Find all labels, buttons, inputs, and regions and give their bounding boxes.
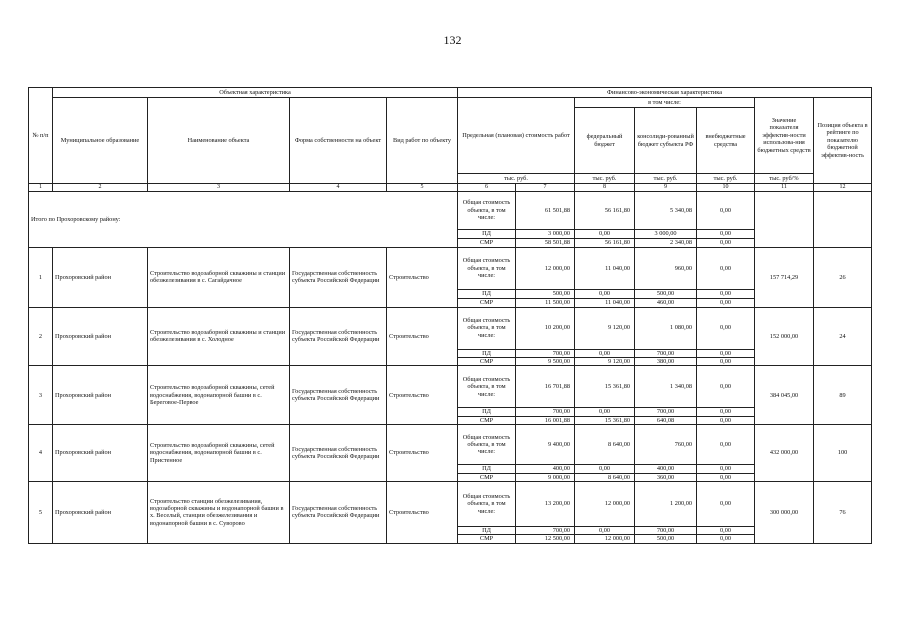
cost-pd-value: 700,00 bbox=[516, 349, 575, 357]
consolidated-pd-value: 400,00 bbox=[635, 465, 697, 473]
cost-pd-value: 700,00 bbox=[516, 527, 575, 535]
cost-total-value: 12 000,00 bbox=[516, 248, 575, 290]
smr-label: СМР bbox=[458, 416, 516, 424]
federal-total-value: 12 000,00 bbox=[575, 482, 635, 527]
smr-label: СМР bbox=[458, 473, 516, 481]
federal-total-value: 8 640,00 bbox=[575, 425, 635, 465]
work-type-cell: Строительство bbox=[387, 366, 458, 425]
header-indicator: Значение показателя эффектив-ности использова-ния бюджетных средств bbox=[755, 98, 814, 174]
cost-total-value: 9 400,00 bbox=[516, 425, 575, 465]
total-smr-value: 58 501,88 bbox=[516, 239, 575, 248]
total-smr-value: 2 340,08 bbox=[635, 239, 697, 248]
column-number: 8 bbox=[575, 184, 635, 192]
rank-cell: 100 bbox=[814, 425, 872, 482]
unit-federal: тыс. руб. bbox=[575, 174, 635, 184]
pd-label: ПД bbox=[458, 465, 516, 473]
extrabudget-pd-value: 0,00 bbox=[697, 527, 755, 535]
unit-cost: тыс. руб. bbox=[458, 174, 575, 184]
object-name-cell: Строительство водозаборной скважины и станции обезжелезивания в с. Холодное bbox=[148, 307, 290, 366]
extrabudget-pd-value: 0,00 bbox=[697, 408, 755, 416]
federal-smr-value: 9 120,00 bbox=[575, 357, 635, 365]
federal-pd-value: 0,00 bbox=[575, 465, 635, 473]
column-number: 1 bbox=[29, 184, 53, 192]
header-finance-group: Финансово-экономическая характеристика bbox=[458, 88, 872, 98]
total-value: 56 161,80 bbox=[575, 192, 635, 230]
rank-cell: 76 bbox=[814, 482, 872, 544]
extrabudget-smr-value: 0,00 bbox=[697, 299, 755, 307]
extrabudget-total-value: 0,00 bbox=[697, 366, 755, 408]
extrabudget-pd-value: 0,00 bbox=[697, 465, 755, 473]
extrabudget-smr-value: 0,00 bbox=[697, 535, 755, 543]
federal-total-value: 9 120,00 bbox=[575, 307, 635, 349]
object-row bbox=[29, 307, 872, 349]
pd-label: ПД bbox=[458, 349, 516, 357]
row-number: 3 bbox=[29, 366, 53, 425]
federal-pd-value: 0,00 bbox=[575, 408, 635, 416]
header-extrabudget: внебюджетные средства bbox=[697, 108, 755, 174]
indicator-cell: 300 000,00 bbox=[755, 482, 814, 544]
extrabudget-smr-value: 0,00 bbox=[697, 357, 755, 365]
column-number: 2 bbox=[53, 184, 148, 192]
total-rank-cell bbox=[814, 192, 872, 248]
total-value: 61 501,88 bbox=[516, 192, 575, 230]
total-cost-label: Общая стоимость объекта, в том числе: bbox=[458, 192, 516, 230]
total-cost-label: Общая стоимость объекта, в том числе: bbox=[458, 425, 516, 465]
federal-pd-value: 0,00 bbox=[575, 349, 635, 357]
municipality-cell: Прохоровский район bbox=[53, 425, 148, 482]
object-row bbox=[29, 366, 872, 408]
cost-smr-value: 11 500,00 bbox=[516, 299, 575, 307]
work-type-cell: Строительство bbox=[387, 425, 458, 482]
federal-pd-value: 0,00 bbox=[575, 527, 635, 535]
cost-total-value: 10 200,00 bbox=[516, 307, 575, 349]
cost-smr-value: 12 500,00 bbox=[516, 535, 575, 543]
header-num: № п/п bbox=[29, 88, 53, 184]
cost-pd-value: 400,00 bbox=[516, 465, 575, 473]
column-number: 12 bbox=[814, 184, 872, 192]
extrabudget-total-value: 0,00 bbox=[697, 248, 755, 290]
cost-pd-value: 500,00 bbox=[516, 290, 575, 299]
federal-smr-value: 15 361,80 bbox=[575, 416, 635, 424]
total-pd-value: 3 000,00 bbox=[516, 230, 575, 239]
unit-indicator: тыс. руб/% bbox=[755, 174, 814, 184]
consolidated-total-value: 760,00 bbox=[635, 425, 697, 465]
ownership-cell: Государственная собственность субъекта Российской Федерации bbox=[290, 307, 387, 366]
municipality-cell: Прохоровский район bbox=[53, 366, 148, 425]
total-smr-value: 0,00 bbox=[697, 239, 755, 248]
column-number: 7 bbox=[516, 184, 575, 192]
column-number: 4 bbox=[290, 184, 387, 192]
smr-label: СМР bbox=[458, 357, 516, 365]
pd-label: ПД bbox=[458, 230, 516, 239]
row-number: 2 bbox=[29, 307, 53, 366]
header-work-type: Вид работ по объекту bbox=[387, 98, 458, 184]
column-number: 9 bbox=[635, 184, 697, 192]
column-number: 3 bbox=[148, 184, 290, 192]
federal-smr-value: 11 040,00 bbox=[575, 299, 635, 307]
object-name-cell: Строительство водозаборной скважины и станции обезжелезивания в с. Сагайдачное bbox=[148, 248, 290, 307]
smr-label: СМР bbox=[458, 535, 516, 543]
indicator-cell: 157 714,29 bbox=[755, 248, 814, 307]
total-pd-value: 3 000,00 bbox=[635, 230, 697, 239]
unit-consolidated: тыс. руб. bbox=[635, 174, 697, 184]
object-name-cell: Строительство водозаборной скважины, сетей водоснабжения, водонапорной башни в с. Береговое-Первое bbox=[148, 366, 290, 425]
column-number: 10 bbox=[697, 184, 755, 192]
object-name-cell: Строительство станции обезжелезивания, водозаборной скважины и водонапорной башни в х. Веселый, станции обезжелезивания и водонапорной башни в с. Суворово bbox=[148, 482, 290, 544]
total-pd-value: 0,00 bbox=[697, 230, 755, 239]
row-number: 5 bbox=[29, 482, 53, 544]
pd-label: ПД bbox=[458, 408, 516, 416]
object-row bbox=[29, 425, 872, 465]
consolidated-pd-value: 500,00 bbox=[635, 290, 697, 299]
total-smr-value: 56 161,80 bbox=[575, 239, 635, 248]
ownership-cell: Государственная собственность субъекта Российской Федерации bbox=[290, 425, 387, 482]
extrabudget-pd-value: 0,00 bbox=[697, 290, 755, 299]
consolidated-smr-value: 460,00 bbox=[635, 299, 697, 307]
ownership-cell: Государственная собственность субъекта Российской Федерации bbox=[290, 366, 387, 425]
federal-pd-value: 0,00 bbox=[575, 290, 635, 299]
cost-smr-value: 16 001,88 bbox=[516, 416, 575, 424]
consolidated-pd-value: 700,00 bbox=[635, 349, 697, 357]
header-consolidated: консолиди-рованный бюджет субъекта РФ bbox=[635, 108, 697, 174]
indicator-cell: 384 045,00 bbox=[755, 366, 814, 425]
total-label: Итого по Прохоровскому району: bbox=[29, 192, 458, 248]
column-number: 11 bbox=[755, 184, 814, 192]
consolidated-smr-value: 360,00 bbox=[635, 473, 697, 481]
ownership-cell: Государственная собственность субъекта Российской Федерации bbox=[290, 482, 387, 544]
consolidated-pd-value: 700,00 bbox=[635, 408, 697, 416]
total-cost-label: Общая стоимость объекта, в том числе: bbox=[458, 248, 516, 290]
extrabudget-smr-value: 0,00 bbox=[697, 416, 755, 424]
header-cost: Предельная (плановая) стоимость работ bbox=[458, 98, 575, 174]
extrabudget-smr-value: 0,00 bbox=[697, 473, 755, 481]
extrabudget-total-value: 0,00 bbox=[697, 425, 755, 465]
total-value: 5 340,08 bbox=[635, 192, 697, 230]
indicator-cell: 432 000,00 bbox=[755, 425, 814, 482]
federal-smr-value: 12 000,00 bbox=[575, 535, 635, 543]
extrabudget-pd-value: 0,00 bbox=[697, 349, 755, 357]
unit-extrabudget: тыс. руб. bbox=[697, 174, 755, 184]
smr-label: СМР bbox=[458, 239, 516, 248]
header-ownership: Форма собственности на объект bbox=[290, 98, 387, 184]
consolidated-smr-value: 500,00 bbox=[635, 535, 697, 543]
smr-label: СМР bbox=[458, 299, 516, 307]
consolidated-smr-value: 380,00 bbox=[635, 357, 697, 365]
total-cost-label: Общая стоимость объекта, в том числе: bbox=[458, 307, 516, 349]
total-indicator-cell bbox=[755, 192, 814, 248]
row-number: 4 bbox=[29, 425, 53, 482]
cost-smr-value: 9 000,00 bbox=[516, 473, 575, 481]
total-cost-label: Общая стоимость объекта, в том числе: bbox=[458, 366, 516, 408]
total-pd-value: 0,00 bbox=[575, 230, 635, 239]
federal-smr-value: 8 640,00 bbox=[575, 473, 635, 481]
header-including: в том числе: bbox=[575, 98, 755, 108]
cost-total-value: 13 200,00 bbox=[516, 482, 575, 527]
federal-total-value: 11 040,00 bbox=[575, 248, 635, 290]
header-object-name: Наименование объекта bbox=[148, 98, 290, 184]
indicator-cell: 152 000,00 bbox=[755, 307, 814, 366]
header-rank: Позиция объекта в рейтинге по показателю бюджетной эффектив-ность bbox=[814, 98, 872, 184]
consolidated-total-value: 960,00 bbox=[635, 248, 697, 290]
ownership-cell: Государственная собственность субъекта Российской Федерации bbox=[290, 248, 387, 307]
extrabudget-total-value: 0,00 bbox=[697, 307, 755, 349]
column-number: 5 bbox=[387, 184, 458, 192]
total-cost-label: Общая стоимость объекта, в том числе: bbox=[458, 482, 516, 527]
pd-label: ПД bbox=[458, 527, 516, 535]
cost-pd-value: 700,00 bbox=[516, 408, 575, 416]
header-municipality: Муниципальное образование bbox=[53, 98, 148, 184]
object-row bbox=[29, 482, 872, 527]
object-name-cell: Строительство водозаборной скважины, сетей водоснабжения, водонапорной башни в с. Пристенное bbox=[148, 425, 290, 482]
column-number: 6 bbox=[458, 184, 516, 192]
cost-total-value: 16 701,88 bbox=[516, 366, 575, 408]
work-type-cell: Строительство bbox=[387, 482, 458, 544]
cost-smr-value: 9 500,00 bbox=[516, 357, 575, 365]
municipality-cell: Прохоровский район bbox=[53, 482, 148, 544]
consolidated-total-value: 1 080,00 bbox=[635, 307, 697, 349]
pd-label: ПД bbox=[458, 290, 516, 299]
municipality-cell: Прохоровский район bbox=[53, 307, 148, 366]
work-type-cell: Строительство bbox=[387, 307, 458, 366]
federal-total-value: 15 361,80 bbox=[575, 366, 635, 408]
object-row bbox=[29, 248, 872, 290]
rank-cell: 24 bbox=[814, 307, 872, 366]
consolidated-smr-value: 640,08 bbox=[635, 416, 697, 424]
municipality-cell: Прохоровский район bbox=[53, 248, 148, 307]
page-number: 132 bbox=[443, 33, 462, 47]
consolidated-total-value: 1 340,08 bbox=[635, 366, 697, 408]
row-number: 1 bbox=[29, 248, 53, 307]
total-value: 0,00 bbox=[697, 192, 755, 230]
extrabudget-total-value: 0,00 bbox=[697, 482, 755, 527]
header-federal: федеральный бюджет bbox=[575, 108, 635, 174]
consolidated-pd-value: 700,00 bbox=[635, 527, 697, 535]
rank-cell: 89 bbox=[814, 366, 872, 425]
header-object-group: Объектная характеристика bbox=[53, 88, 458, 98]
rank-cell: 26 bbox=[814, 248, 872, 307]
work-type-cell: Строительство bbox=[387, 248, 458, 307]
budget-table bbox=[28, 87, 872, 544]
consolidated-total-value: 1 200,00 bbox=[635, 482, 697, 527]
